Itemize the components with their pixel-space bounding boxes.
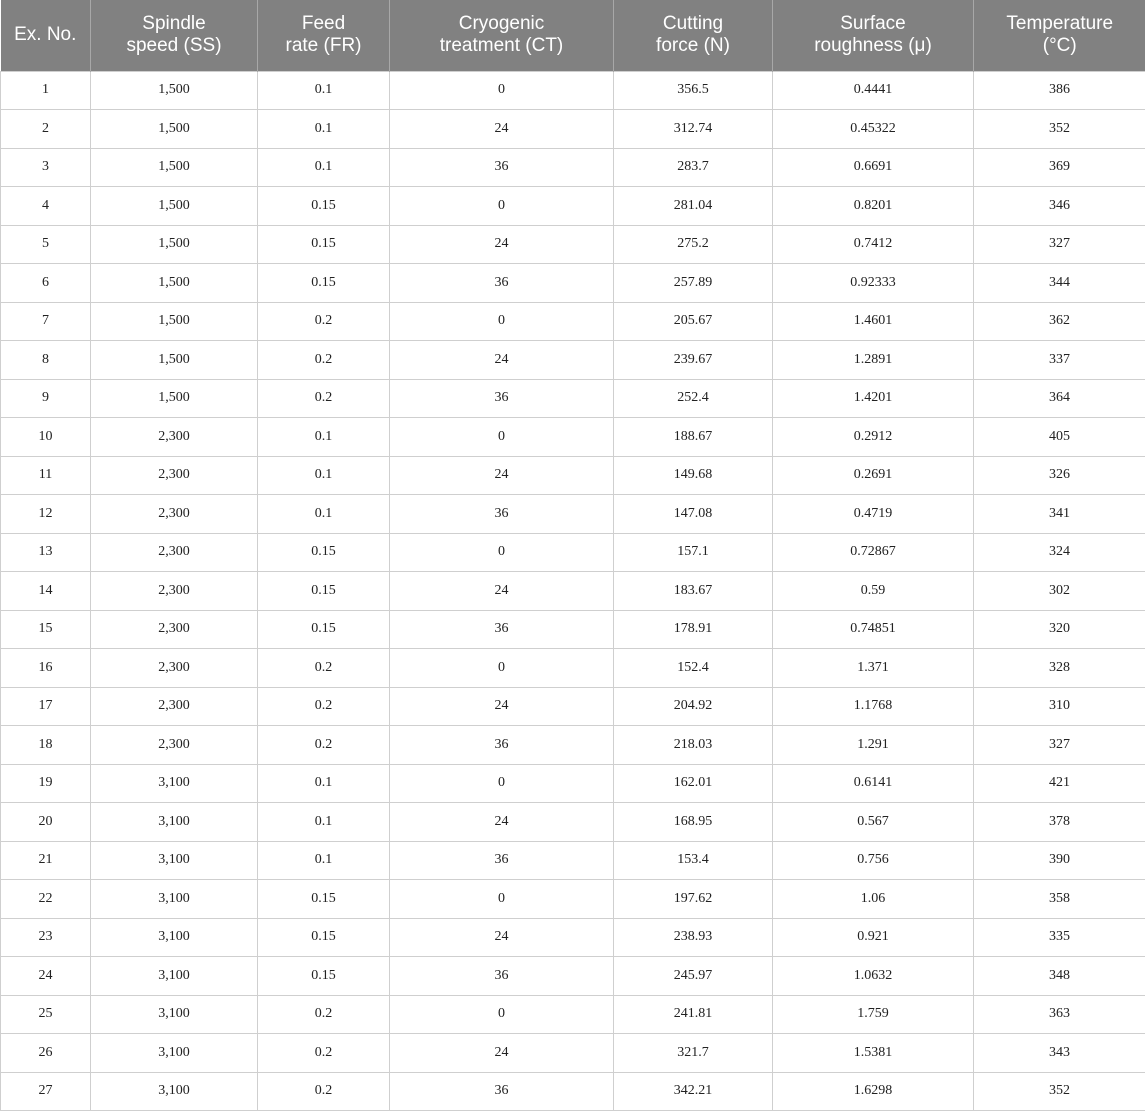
cell-temperature: 405 (974, 418, 1145, 457)
cell-spindle-speed: 3,100 (91, 957, 258, 996)
table-row (1, 957, 1145, 996)
cell-surface-roughness: 1.371 (773, 649, 974, 688)
column-header-ex-no (1, 0, 91, 71)
cell-surface-roughness: 0.921 (773, 918, 974, 957)
cell-cutting-force: 157.1 (614, 533, 773, 572)
cell-ex-no: 11 (1, 456, 91, 495)
cell-temperature: 369 (974, 148, 1145, 187)
cell-temperature: 344 (974, 264, 1145, 303)
cell-temperature: 324 (974, 533, 1145, 572)
column-header-line: rate (FR) (285, 35, 362, 57)
cell-feed-rate: 0.1 (258, 456, 390, 495)
cell-feed-rate: 0.1 (258, 495, 390, 534)
column-header-surface-roughness (773, 0, 974, 71)
cell-ex-no: 26 (1, 1034, 91, 1073)
column-header-line: force (N) (656, 35, 730, 57)
table-row (1, 302, 1145, 341)
cell-temperature: 343 (974, 1034, 1145, 1073)
table-row (1, 379, 1145, 418)
cell-surface-roughness: 0.92333 (773, 264, 974, 303)
cell-temperature: 327 (974, 225, 1145, 264)
cell-cutting-force: 241.81 (614, 995, 773, 1034)
cell-temperature: 310 (974, 687, 1145, 726)
cell-feed-rate: 0.15 (258, 264, 390, 303)
cell-cutting-force: 342.21 (614, 1072, 773, 1111)
cell-cryogenic-treatment: 0 (390, 418, 614, 457)
cell-temperature: 341 (974, 495, 1145, 534)
cell-cutting-force: 321.7 (614, 1034, 773, 1073)
table-row (1, 264, 1145, 303)
table-row (1, 649, 1145, 688)
cell-cryogenic-treatment: 0 (390, 995, 614, 1034)
cell-cutting-force: 197.62 (614, 880, 773, 919)
cell-spindle-speed: 1,500 (91, 341, 258, 380)
cell-spindle-speed: 3,100 (91, 995, 258, 1034)
cell-spindle-speed: 3,100 (91, 1072, 258, 1111)
cell-surface-roughness: 0.2691 (773, 456, 974, 495)
cell-temperature: 348 (974, 957, 1145, 996)
cell-ex-no: 22 (1, 880, 91, 919)
cell-cutting-force: 252.4 (614, 379, 773, 418)
cell-ex-no: 27 (1, 1072, 91, 1111)
table-row (1, 148, 1145, 187)
cell-temperature: 362 (974, 302, 1145, 341)
cell-spindle-speed: 1,500 (91, 302, 258, 341)
cell-surface-roughness: 1.5381 (773, 1034, 974, 1073)
column-header-temperature (974, 0, 1145, 71)
cell-cutting-force: 168.95 (614, 803, 773, 842)
column-header-line: Feed (301, 13, 346, 35)
cell-spindle-speed: 3,100 (91, 1034, 258, 1073)
cell-surface-roughness: 0.8201 (773, 187, 974, 226)
cell-temperature: 378 (974, 803, 1145, 842)
cell-spindle-speed: 3,100 (91, 918, 258, 957)
cell-ex-no: 15 (1, 610, 91, 649)
cell-cryogenic-treatment: 24 (390, 1034, 614, 1073)
cell-spindle-speed: 2,300 (91, 533, 258, 572)
cell-spindle-speed: 2,300 (91, 687, 258, 726)
cell-surface-roughness: 1.0632 (773, 957, 974, 996)
cell-cutting-force: 162.01 (614, 764, 773, 803)
cell-cutting-force: 257.89 (614, 264, 773, 303)
cell-cutting-force: 153.4 (614, 841, 773, 880)
column-header-line: Surface (840, 13, 906, 35)
cell-surface-roughness: 1.06 (773, 880, 974, 919)
table-row (1, 726, 1145, 765)
cell-feed-rate: 0.2 (258, 1034, 390, 1073)
cell-cryogenic-treatment: 0 (390, 533, 614, 572)
cell-cutting-force: 283.7 (614, 148, 773, 187)
cell-feed-rate: 0.15 (258, 533, 390, 572)
table-row (1, 341, 1145, 380)
cell-ex-no: 4 (1, 187, 91, 226)
cell-cryogenic-treatment: 36 (390, 610, 614, 649)
cell-cryogenic-treatment: 24 (390, 110, 614, 149)
cell-temperature: 358 (974, 880, 1145, 919)
column-header-line: speed (SS) (126, 35, 222, 57)
cell-ex-no: 23 (1, 918, 91, 957)
cell-cryogenic-treatment: 0 (390, 302, 614, 341)
column-header-line: treatment (CT) (439, 35, 564, 57)
cell-cutting-force: 312.74 (614, 110, 773, 149)
table-row (1, 110, 1145, 149)
cell-ex-no: 19 (1, 764, 91, 803)
cell-ex-no: 2 (1, 110, 91, 149)
cell-surface-roughness: 0.756 (773, 841, 974, 880)
cell-cryogenic-treatment: 0 (390, 649, 614, 688)
cell-temperature: 337 (974, 341, 1145, 380)
cell-feed-rate: 0.15 (258, 225, 390, 264)
cell-spindle-speed: 1,500 (91, 71, 258, 110)
cell-spindle-speed: 1,500 (91, 110, 258, 149)
cell-feed-rate: 0.15 (258, 610, 390, 649)
table-row (1, 71, 1145, 110)
cell-spindle-speed: 3,100 (91, 841, 258, 880)
cell-spindle-speed: 2,300 (91, 456, 258, 495)
table-row (1, 533, 1145, 572)
cell-feed-rate: 0.2 (258, 341, 390, 380)
cell-feed-rate: 0.2 (258, 379, 390, 418)
cell-surface-roughness: 1.4201 (773, 379, 974, 418)
cell-cutting-force: 356.5 (614, 71, 773, 110)
table-body (1, 71, 1145, 1111)
cell-cryogenic-treatment: 24 (390, 918, 614, 957)
cell-feed-rate: 0.2 (258, 995, 390, 1034)
cell-spindle-speed: 2,300 (91, 495, 258, 534)
column-header-cryogenic-treatment (390, 0, 614, 71)
table-row (1, 225, 1145, 264)
cell-feed-rate: 0.2 (258, 302, 390, 341)
table-row (1, 880, 1145, 919)
cell-surface-roughness: 1.6298 (773, 1072, 974, 1111)
cell-cryogenic-treatment: 0 (390, 187, 614, 226)
cell-temperature: 320 (974, 610, 1145, 649)
cell-temperature: 386 (974, 71, 1145, 110)
cell-cutting-force: 204.92 (614, 687, 773, 726)
cell-temperature: 421 (974, 764, 1145, 803)
table-row (1, 418, 1145, 457)
column-header-line: Cryogenic (458, 13, 545, 35)
cell-cutting-force: 205.67 (614, 302, 773, 341)
table-row (1, 495, 1145, 534)
cell-cryogenic-treatment: 24 (390, 225, 614, 264)
cell-temperature: 328 (974, 649, 1145, 688)
cell-feed-rate: 0.2 (258, 726, 390, 765)
column-header-feed-rate (258, 0, 390, 71)
cell-ex-no: 18 (1, 726, 91, 765)
cell-spindle-speed: 2,300 (91, 418, 258, 457)
cell-ex-no: 17 (1, 687, 91, 726)
cell-surface-roughness: 0.7412 (773, 225, 974, 264)
table-row (1, 187, 1145, 226)
cell-cutting-force: 183.67 (614, 572, 773, 611)
cell-cutting-force: 152.4 (614, 649, 773, 688)
cell-surface-roughness: 1.291 (773, 726, 974, 765)
cell-ex-no: 10 (1, 418, 91, 457)
cell-temperature: 302 (974, 572, 1145, 611)
cell-surface-roughness: 0.567 (773, 803, 974, 842)
cell-cryogenic-treatment: 36 (390, 957, 614, 996)
cell-cryogenic-treatment: 36 (390, 495, 614, 534)
cell-temperature: 335 (974, 918, 1145, 957)
cell-spindle-speed: 1,500 (91, 148, 258, 187)
cell-cryogenic-treatment: 36 (390, 148, 614, 187)
column-header-cutting-force (614, 0, 773, 71)
cell-ex-no: 1 (1, 71, 91, 110)
cell-ex-no: 7 (1, 302, 91, 341)
cell-feed-rate: 0.2 (258, 687, 390, 726)
cell-temperature: 352 (974, 110, 1145, 149)
cell-spindle-speed: 2,300 (91, 572, 258, 611)
cell-ex-no: 14 (1, 572, 91, 611)
cell-feed-rate: 0.15 (258, 957, 390, 996)
table-row (1, 456, 1145, 495)
cell-temperature: 326 (974, 456, 1145, 495)
cell-cryogenic-treatment: 24 (390, 803, 614, 842)
cell-surface-roughness: 0.74851 (773, 610, 974, 649)
table-row (1, 995, 1145, 1034)
table-row (1, 918, 1145, 957)
cell-spindle-speed: 3,100 (91, 803, 258, 842)
cell-feed-rate: 0.1 (258, 71, 390, 110)
cell-ex-no: 13 (1, 533, 91, 572)
cell-ex-no: 20 (1, 803, 91, 842)
cell-spindle-speed: 3,100 (91, 764, 258, 803)
cell-temperature: 327 (974, 726, 1145, 765)
cell-ex-no: 24 (1, 957, 91, 996)
cell-cutting-force: 188.67 (614, 418, 773, 457)
cell-temperature: 363 (974, 995, 1145, 1034)
cell-feed-rate: 0.2 (258, 1072, 390, 1111)
cell-surface-roughness: 0.6141 (773, 764, 974, 803)
cell-ex-no: 8 (1, 341, 91, 380)
cell-ex-no: 6 (1, 264, 91, 303)
cell-ex-no: 25 (1, 995, 91, 1034)
cell-cutting-force: 147.08 (614, 495, 773, 534)
cell-feed-rate: 0.15 (258, 918, 390, 957)
cell-ex-no: 5 (1, 225, 91, 264)
cell-ex-no: 3 (1, 148, 91, 187)
cell-surface-roughness: 0.72867 (773, 533, 974, 572)
cell-feed-rate: 0.15 (258, 880, 390, 919)
cell-cutting-force: 239.67 (614, 341, 773, 380)
cell-feed-rate: 0.1 (258, 418, 390, 457)
cell-spindle-speed: 1,500 (91, 187, 258, 226)
cell-cryogenic-treatment: 36 (390, 1072, 614, 1111)
cell-cutting-force: 245.97 (614, 957, 773, 996)
cell-feed-rate: 0.15 (258, 187, 390, 226)
cell-surface-roughness: 1.759 (773, 995, 974, 1034)
cell-cryogenic-treatment: 0 (390, 880, 614, 919)
table-row (1, 1072, 1145, 1111)
cell-temperature: 364 (974, 379, 1145, 418)
cell-cryogenic-treatment: 0 (390, 764, 614, 803)
cell-ex-no: 12 (1, 495, 91, 534)
table-row (1, 572, 1145, 611)
cell-surface-roughness: 1.2891 (773, 341, 974, 380)
cell-cryogenic-treatment: 36 (390, 379, 614, 418)
cell-cryogenic-treatment: 24 (390, 572, 614, 611)
cell-temperature: 390 (974, 841, 1145, 880)
column-header-line: roughness (μ) (814, 35, 932, 57)
column-header-spindle-speed (91, 0, 258, 71)
cell-cryogenic-treatment: 24 (390, 341, 614, 380)
column-header-line: Cutting (662, 13, 724, 35)
cell-surface-roughness: 0.59 (773, 572, 974, 611)
cell-cryogenic-treatment: 36 (390, 264, 614, 303)
cell-cutting-force: 149.68 (614, 456, 773, 495)
cell-cutting-force: 281.04 (614, 187, 773, 226)
cell-surface-roughness: 1.4601 (773, 302, 974, 341)
cell-spindle-speed: 3,100 (91, 880, 258, 919)
cell-ex-no: 16 (1, 649, 91, 688)
table-row (1, 1034, 1145, 1073)
table-row (1, 841, 1145, 880)
cell-cutting-force: 178.91 (614, 610, 773, 649)
column-header-line: Temperature (1006, 13, 1114, 35)
cell-spindle-speed: 1,500 (91, 264, 258, 303)
cell-surface-roughness: 1.1768 (773, 687, 974, 726)
cell-surface-roughness: 0.6691 (773, 148, 974, 187)
cell-temperature: 346 (974, 187, 1145, 226)
table-row (1, 687, 1145, 726)
cell-ex-no: 21 (1, 841, 91, 880)
table-row (1, 764, 1145, 803)
cell-cryogenic-treatment: 24 (390, 687, 614, 726)
table-row (1, 803, 1145, 842)
cell-feed-rate: 0.1 (258, 148, 390, 187)
cell-cryogenic-treatment: 24 (390, 456, 614, 495)
cell-cryogenic-treatment: 36 (390, 726, 614, 765)
cell-surface-roughness: 0.4441 (773, 71, 974, 110)
cell-spindle-speed: 1,500 (91, 379, 258, 418)
cell-temperature: 352 (974, 1072, 1145, 1111)
cell-feed-rate: 0.15 (258, 572, 390, 611)
cell-ex-no: 9 (1, 379, 91, 418)
cell-feed-rate: 0.2 (258, 649, 390, 688)
cell-feed-rate: 0.1 (258, 803, 390, 842)
cell-surface-roughness: 0.45322 (773, 110, 974, 149)
cell-spindle-speed: 2,300 (91, 726, 258, 765)
cell-cutting-force: 238.93 (614, 918, 773, 957)
header-row (1, 0, 1145, 71)
cell-cryogenic-treatment: 36 (390, 841, 614, 880)
cell-surface-roughness: 0.4719 (773, 495, 974, 534)
cell-cutting-force: 275.2 (614, 225, 773, 264)
cell-cryogenic-treatment: 0 (390, 71, 614, 110)
cell-feed-rate: 0.1 (258, 841, 390, 880)
table-header (1, 0, 1145, 71)
cell-feed-rate: 0.1 (258, 764, 390, 803)
cell-surface-roughness: 0.2912 (773, 418, 974, 457)
cell-feed-rate: 0.1 (258, 110, 390, 149)
column-header-line: Spindle (142, 13, 206, 35)
column-header-line: Ex. No. (14, 24, 77, 46)
cell-spindle-speed: 2,300 (91, 610, 258, 649)
cell-spindle-speed: 2,300 (91, 649, 258, 688)
column-header-line: (°C) (1042, 35, 1077, 57)
cell-spindle-speed: 1,500 (91, 225, 258, 264)
table-row (1, 610, 1145, 649)
cell-cutting-force: 218.03 (614, 726, 773, 765)
